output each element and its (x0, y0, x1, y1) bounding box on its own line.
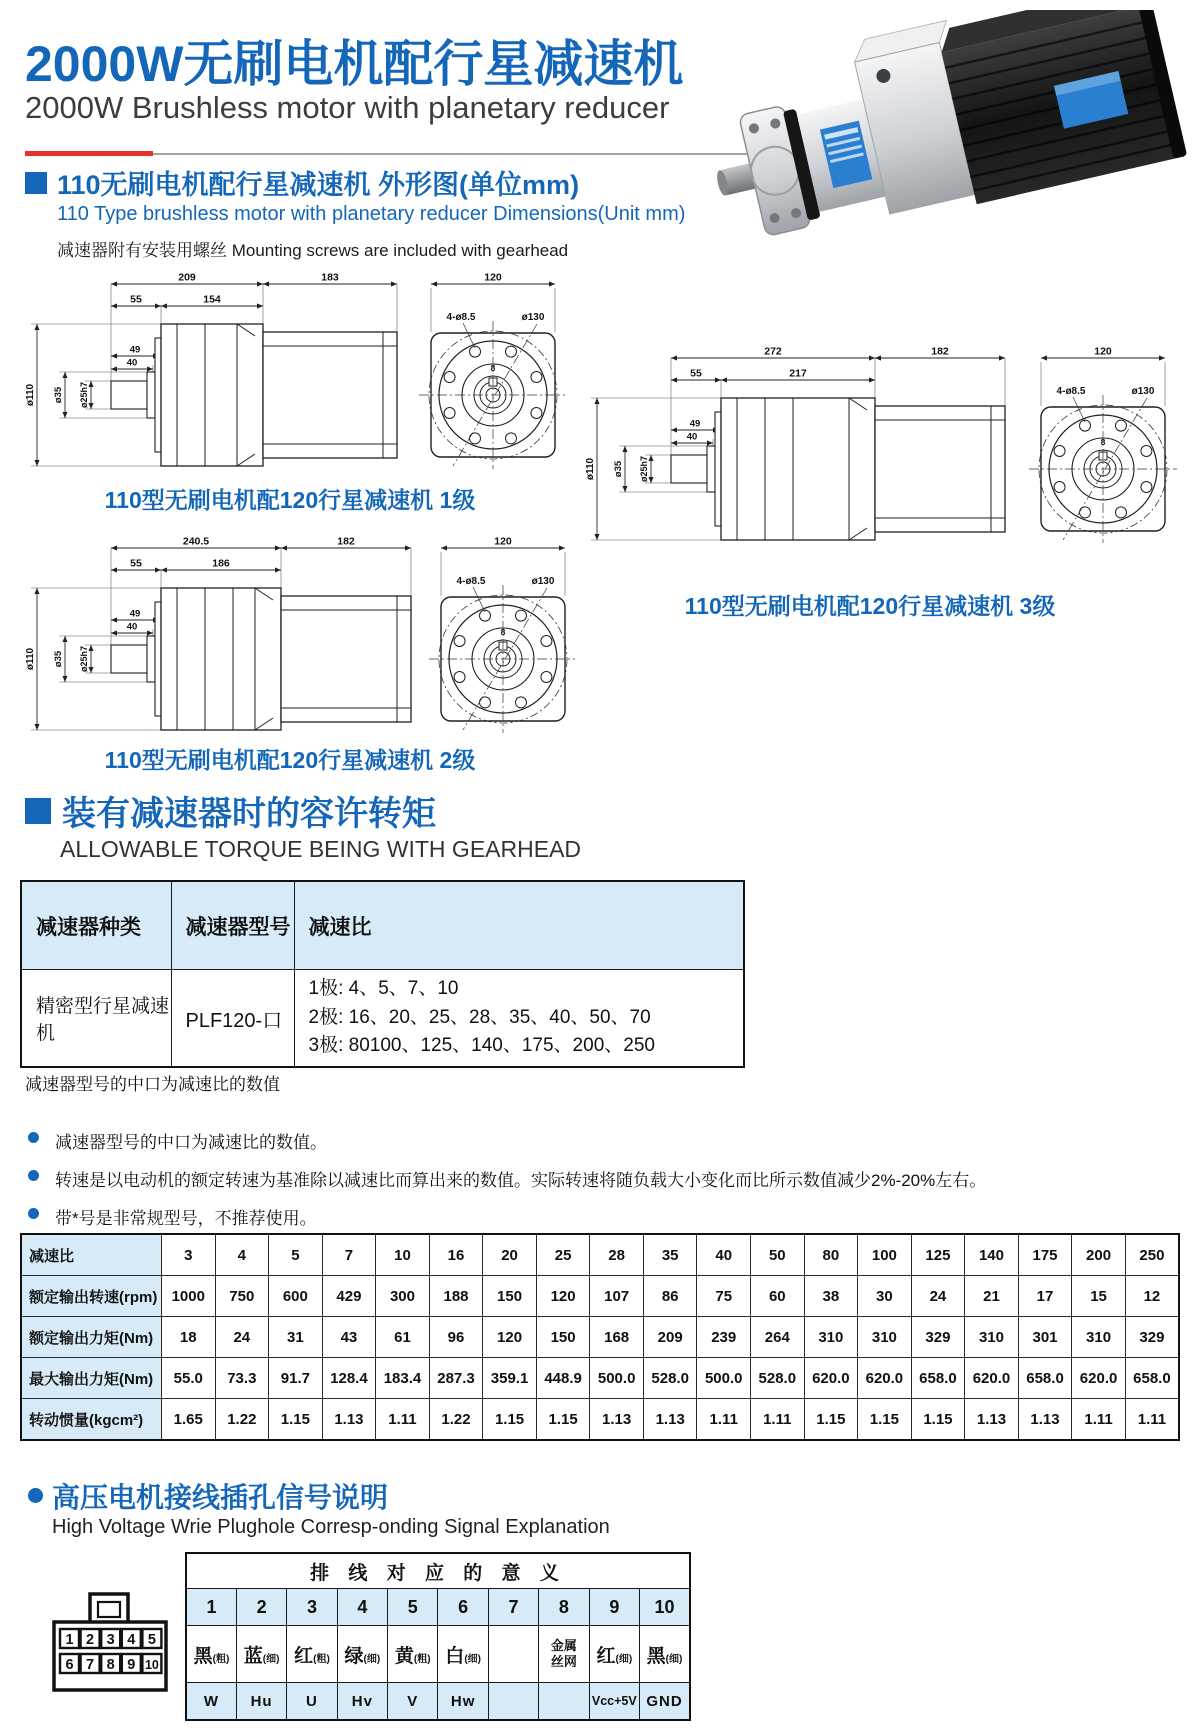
section-dimensions-heading: 110无刷电机配行星减速机 外形图(单位mm) (57, 170, 580, 200)
wire-thickness: (粗) (413, 1653, 431, 1665)
spec-cell: 31 (269, 1317, 323, 1358)
svg-text:4-ø8.5: 4-ø8.5 (456, 576, 486, 587)
spec-cell: 620.0 (804, 1358, 858, 1399)
spec-cell: 310 (965, 1317, 1019, 1358)
svg-text:ø25h7: ø25h7 (79, 381, 89, 409)
spec-cell: 429 (322, 1276, 376, 1317)
pin-number-cell: 8 (539, 1589, 589, 1626)
spec-cell: 1.11 (1072, 1399, 1126, 1441)
bullet-dot-icon (28, 1488, 43, 1503)
wiring-title-row (186, 1553, 690, 1589)
signal-cell: Hv (337, 1683, 387, 1721)
wire-color-name: 红 (596, 1645, 616, 1667)
wire-color-cell (539, 1626, 589, 1683)
spec-cell: 3 (162, 1234, 216, 1276)
reducer-ratio-table (20, 880, 745, 1068)
spec-cell: 600 (269, 1276, 323, 1317)
spec-cell: 310 (1072, 1317, 1126, 1358)
pin-number-cell: 6 (438, 1589, 488, 1626)
svg-text:ø130: ø130 (1131, 386, 1155, 397)
spec-cell: 209 (643, 1317, 697, 1358)
svg-text:9: 9 (127, 1657, 136, 1673)
pin-number-cell: 10 (640, 1589, 690, 1626)
svg-text:ø130: ø130 (521, 312, 545, 323)
spec-cell: 500.0 (590, 1358, 644, 1399)
connector-diagram (46, 1580, 174, 1702)
spec-cell: 1.15 (858, 1399, 912, 1441)
connector-pinout-illustration (46, 1580, 174, 1702)
note-item (28, 1128, 1188, 1153)
spec-cell: 264 (751, 1317, 805, 1358)
wire-color-cell (589, 1626, 639, 1683)
spec-row (21, 1234, 1179, 1276)
svg-text:10: 10 (144, 1658, 159, 1672)
spec-cell: 91.7 (269, 1358, 323, 1399)
pin-number-cell: 3 (287, 1589, 337, 1626)
spec-cell: 15 (1072, 1276, 1126, 1317)
bullet-dot-icon (28, 1132, 39, 1143)
spec-cell: 24 (215, 1317, 269, 1358)
reducer-model-note: 减速器型号的中口为减速比的数值 (25, 1075, 280, 1094)
pin-number-cell: 7 (488, 1589, 538, 1626)
svg-text:7: 7 (86, 1657, 95, 1673)
spec-cell: 128.4 (322, 1358, 376, 1399)
signal-row (186, 1683, 690, 1721)
svg-text:8: 8 (490, 363, 496, 373)
spec-cell: 329 (911, 1317, 965, 1358)
spec-cell: 150 (536, 1317, 590, 1358)
reduction-ratio-cell (294, 970, 744, 1068)
svg-text:120: 120 (1094, 345, 1112, 358)
spec-cell: 310 (858, 1317, 912, 1358)
motor-photo-illustration (715, 10, 1200, 250)
spec-cell: 120 (483, 1317, 537, 1358)
wire-color-name: 红 (294, 1645, 314, 1667)
svg-text:55: 55 (130, 557, 142, 570)
spec-row-label: 最大输出力矩(Nm) (21, 1358, 162, 1399)
svg-text:5: 5 (147, 1632, 156, 1648)
spec-cell: 750 (215, 1276, 269, 1317)
svg-text:4-ø8.5: 4-ø8.5 (1056, 386, 1086, 397)
spec-cell: 1.15 (536, 1399, 590, 1441)
spec-cell: 1.11 (697, 1399, 751, 1441)
spec-cell: 500.0 (697, 1358, 751, 1399)
spec-cell: 28 (590, 1234, 644, 1276)
spec-cell: 150 (483, 1276, 537, 1317)
section-torque-heading: 装有减速器时的容许转矩 (62, 795, 436, 833)
spec-cell: 43 (322, 1317, 376, 1358)
note-text: 减速器型号的中口为减速比的数值。 (55, 1133, 327, 1152)
spec-cell: 200 (1072, 1234, 1126, 1276)
drawing-label-3: 110型无刷电机配120行星减速机 3级 (684, 593, 1056, 619)
spec-cell: 301 (1018, 1317, 1072, 1358)
svg-text:49: 49 (129, 608, 141, 620)
pin-number-cell: 9 (589, 1589, 639, 1626)
title-rule-red (25, 151, 153, 156)
ratio-line-3: 3极: 80100、125、140、175、200、250 (308, 1035, 655, 1057)
spec-cell: 10 (376, 1234, 430, 1276)
spec-cell: 1.11 (1125, 1399, 1179, 1441)
spec-cell: 1.15 (483, 1399, 537, 1441)
product-photo (715, 10, 1200, 250)
notes-list (28, 1128, 1188, 1242)
svg-text:8: 8 (1100, 437, 1106, 447)
wire-color-name: 黑 (193, 1645, 213, 1667)
spec-cell: 620.0 (1072, 1358, 1126, 1399)
wire-color-cell (287, 1626, 337, 1683)
svg-text:182: 182 (931, 345, 949, 358)
svg-text:8: 8 (500, 627, 506, 637)
spec-cell: 359.1 (483, 1358, 537, 1399)
page-subtitle: 2000W Brushless motor with planetary reducer (25, 90, 670, 125)
spec-cell: 16 (429, 1234, 483, 1276)
svg-text:ø110: ø110 (585, 457, 596, 481)
pin-number-cell: 4 (337, 1589, 387, 1626)
spec-cell: 140 (965, 1234, 1019, 1276)
spec-cell: 1.13 (1018, 1399, 1072, 1441)
wire-color-row (186, 1626, 690, 1683)
spec-cell: 30 (858, 1276, 912, 1317)
spec-cell: 1.15 (911, 1399, 965, 1441)
note-item (28, 1166, 1188, 1191)
wire-thickness: (细) (464, 1653, 481, 1665)
svg-text:272: 272 (764, 345, 782, 358)
note-text: 转速是以电动机的额定转速为基准除以减速比而算出来的数值。实际转速将随负载大小变化而比所示数值减少2%-20%左右。 (55, 1171, 987, 1190)
spec-cell: 40 (697, 1234, 751, 1276)
spec-row (21, 1276, 1179, 1317)
signal-cell: V (388, 1683, 438, 1721)
svg-text:240.5: 240.5 (182, 535, 210, 548)
spec-cell: 1.13 (322, 1399, 376, 1441)
wire-thickness: (粗) (212, 1653, 230, 1665)
signal-cell: GND (640, 1683, 690, 1721)
section-wiring-heading-en: High Voltage Wrie Plughole Corresp-onding Signal Explanation (52, 1516, 610, 1538)
spec-cell: 60 (751, 1276, 805, 1317)
spec-cell: 175 (1018, 1234, 1072, 1276)
section-wiring-heading: 高压电机接线插孔信号说明 (52, 1482, 389, 1513)
svg-text:120: 120 (494, 535, 512, 548)
section-marker-icon (25, 172, 47, 194)
dimension-drawing-3-stage (575, 342, 1195, 549)
svg-text:ø130: ø130 (531, 576, 555, 587)
wire-color-name: 黄 (394, 1645, 414, 1667)
spec-cell: 658.0 (1125, 1358, 1179, 1399)
signal-cell: Hu (236, 1683, 286, 1721)
col-header-reducer-model: 减速器型号 (171, 881, 294, 970)
spec-cell: 4 (215, 1234, 269, 1276)
svg-text:40: 40 (126, 621, 138, 633)
wire-thickness: (细) (363, 1653, 381, 1665)
spec-cell: 17 (1018, 1276, 1072, 1317)
drawing-label-1: 110型无刷电机配120行星减速机 1级 (104, 487, 476, 513)
pin-number-cell: 5 (388, 1589, 438, 1626)
svg-text:55: 55 (690, 367, 702, 380)
spec-cell: 658.0 (1018, 1358, 1072, 1399)
wire-color-cell (438, 1626, 488, 1683)
spec-cell: 329 (1125, 1317, 1179, 1358)
spec-cell: 188 (429, 1276, 483, 1317)
svg-text:ø35: ø35 (53, 650, 64, 668)
svg-text:120: 120 (484, 271, 502, 284)
spec-cell: 1.11 (751, 1399, 805, 1441)
spec-cell: 100 (858, 1234, 912, 1276)
spec-cell: 35 (643, 1234, 697, 1276)
signal-cell (539, 1683, 589, 1721)
section-marker-icon (25, 798, 51, 824)
svg-text:4-ø8.5: 4-ø8.5 (446, 312, 476, 323)
spec-cell: 12 (1125, 1276, 1179, 1317)
svg-text:154: 154 (203, 293, 221, 306)
wire-color-cell (388, 1626, 438, 1683)
spec-cell: 183.4 (376, 1358, 430, 1399)
spec-row-label: 额定输出转速(rpm) (21, 1276, 162, 1317)
pin-number-row (186, 1589, 690, 1626)
spec-cell: 7 (322, 1234, 376, 1276)
spec-cell: 107 (590, 1276, 644, 1317)
spec-cell: 1.13 (643, 1399, 697, 1441)
spec-cell: 18 (162, 1317, 216, 1358)
signal-cell: U (287, 1683, 337, 1721)
spec-cell: 55.0 (162, 1358, 216, 1399)
svg-text:40: 40 (126, 357, 138, 369)
wire-color-stacked: 金属 丝网 (550, 1637, 577, 1669)
svg-text:ø110: ø110 (25, 383, 36, 407)
spec-cell: 1.65 (162, 1399, 216, 1441)
svg-text:49: 49 (689, 418, 701, 430)
svg-text:183: 183 (321, 271, 339, 284)
dimension-drawing-svg (15, 268, 565, 475)
spec-cell: 50 (751, 1234, 805, 1276)
svg-text:55: 55 (130, 293, 142, 306)
svg-text:209: 209 (178, 271, 196, 284)
wire-color-cell (186, 1626, 236, 1683)
svg-text:4: 4 (127, 1632, 136, 1648)
spec-cell: 1.13 (965, 1399, 1019, 1441)
spec-cell: 1.11 (376, 1399, 430, 1441)
spec-cell: 120 (536, 1276, 590, 1317)
svg-text:1: 1 (65, 1632, 74, 1648)
svg-text:2: 2 (86, 1632, 95, 1648)
spec-row-label: 额定输出力矩(Nm) (21, 1317, 162, 1358)
signal-cell (488, 1683, 538, 1721)
pin-number-cell: 1 (186, 1589, 236, 1626)
wire-color-cell (640, 1626, 690, 1683)
svg-text:217: 217 (789, 367, 807, 380)
table-header-row (21, 881, 744, 970)
reducer-model-cell: PLF120-口 (171, 970, 294, 1068)
spec-cell: 448.9 (536, 1358, 590, 1399)
wire-thickness: (细) (615, 1653, 633, 1665)
drawing-label-2: 110型无刷电机配120行星减速机 2级 (104, 747, 476, 773)
reducer-type-cell: 精密型行星减速机 (21, 970, 171, 1068)
svg-text:ø35: ø35 (613, 460, 624, 478)
table-row (21, 970, 744, 1068)
spec-cell: 620.0 (858, 1358, 912, 1399)
spec-row (21, 1317, 1179, 1358)
spec-cell: 310 (804, 1317, 858, 1358)
spec-row-label: 转动惯量(kgcm²) (21, 1399, 162, 1441)
spec-row (21, 1358, 1179, 1399)
bullet-dot-icon (28, 1208, 39, 1219)
wire-color-cell (488, 1626, 538, 1683)
spec-row-label: 减速比 (21, 1234, 162, 1276)
wire-thickness: (粗) (313, 1653, 330, 1665)
mounting-screws-note: 减速器附有安装用螺丝 Mounting screws are included with gearhead (57, 241, 569, 260)
wiring-table-title: 排 线 对 应 的 意 义 (186, 1553, 690, 1589)
section-torque-heading-en: ALLOWABLE TORQUE BEING WITH GEARHEAD (60, 836, 582, 862)
spec-cell: 38 (804, 1276, 858, 1317)
spec-cell: 528.0 (751, 1358, 805, 1399)
dimension-drawing-1-stage (15, 268, 565, 475)
pin-number-cell: 2 (236, 1589, 286, 1626)
spec-cell: 5 (269, 1234, 323, 1276)
spec-cell: 80 (804, 1234, 858, 1276)
spec-cell: 1.22 (429, 1399, 483, 1441)
spec-cell: 25 (536, 1234, 590, 1276)
spec-cell: 1000 (162, 1276, 216, 1317)
spec-cell: 528.0 (643, 1358, 697, 1399)
spec-cell: 287.3 (429, 1358, 483, 1399)
spec-cell: 1.22 (215, 1399, 269, 1441)
page-title: 2000W无刷电机配行星减速机 (25, 36, 684, 92)
spec-cell: 125 (911, 1234, 965, 1276)
spec-cell: 21 (965, 1276, 1019, 1317)
spec-cell: 96 (429, 1317, 483, 1358)
svg-text:49: 49 (129, 344, 141, 356)
wire-color-cell (236, 1626, 286, 1683)
svg-text:ø25h7: ø25h7 (639, 455, 649, 483)
spec-cell: 250 (1125, 1234, 1179, 1276)
wire-color-name: 白 (445, 1645, 465, 1667)
signal-cell: Vcc+5V (589, 1683, 639, 1721)
spec-cell: 620.0 (965, 1358, 1019, 1399)
section-dimensions-heading-en: 110 Type brushless motor with planetary reducer Dimensions(Unit mm) (57, 203, 686, 225)
ratio-line-1: 1极: 4、5、7、10 (308, 978, 459, 1000)
svg-text:8: 8 (106, 1657, 115, 1673)
spec-cell: 75 (697, 1276, 751, 1317)
wire-color-name: 绿 (344, 1645, 364, 1667)
svg-text:3: 3 (106, 1632, 115, 1648)
spec-cell: 20 (483, 1234, 537, 1276)
spec-cell: 24 (911, 1276, 965, 1317)
dimension-drawing-2-stage (15, 532, 575, 739)
svg-text:ø110: ø110 (25, 647, 36, 671)
wire-color-name: 黑 (646, 1645, 666, 1667)
svg-text:ø35: ø35 (53, 386, 64, 404)
wire-color-cell (337, 1626, 387, 1683)
ratio-line-2: 2极: 16、20、25、28、35、40、50、70 (308, 1006, 651, 1028)
dimension-drawing-svg (575, 342, 1195, 549)
spec-cell: 168 (590, 1317, 644, 1358)
note-item (28, 1204, 1188, 1229)
signal-cell: W (186, 1683, 236, 1721)
wiring-signal-table (185, 1552, 691, 1721)
spec-cell: 86 (643, 1276, 697, 1317)
col-header-reducer-type: 减速器种类 (21, 881, 171, 970)
wire-thickness: (细) (262, 1653, 280, 1665)
dimension-drawing-svg (15, 532, 575, 739)
spec-cell: 73.3 (215, 1358, 269, 1399)
note-text: 带*号是非常规型号，不推荐使用。 (55, 1209, 317, 1228)
spec-cell: 658.0 (911, 1358, 965, 1399)
spec-cell: 1.15 (804, 1399, 858, 1441)
spec-cell: 61 (376, 1317, 430, 1358)
wire-color-name: 蓝 (243, 1645, 263, 1667)
output-spec-table (20, 1233, 1180, 1441)
col-header-reduction-ratio: 减速比 (294, 881, 744, 970)
spec-cell: 239 (697, 1317, 751, 1358)
spec-cell: 1.13 (590, 1399, 644, 1441)
svg-text:ø25h7: ø25h7 (79, 645, 89, 673)
spec-cell: 1.15 (269, 1399, 323, 1441)
svg-text:40: 40 (686, 431, 698, 443)
signal-cell: Hw (438, 1683, 488, 1721)
svg-text:186: 186 (212, 557, 230, 570)
spec-cell: 300 (376, 1276, 430, 1317)
wire-thickness: (细) (665, 1653, 683, 1665)
bullet-dot-icon (28, 1170, 39, 1181)
svg-text:182: 182 (337, 535, 355, 548)
svg-text:6: 6 (65, 1657, 74, 1673)
spec-row (21, 1399, 1179, 1441)
